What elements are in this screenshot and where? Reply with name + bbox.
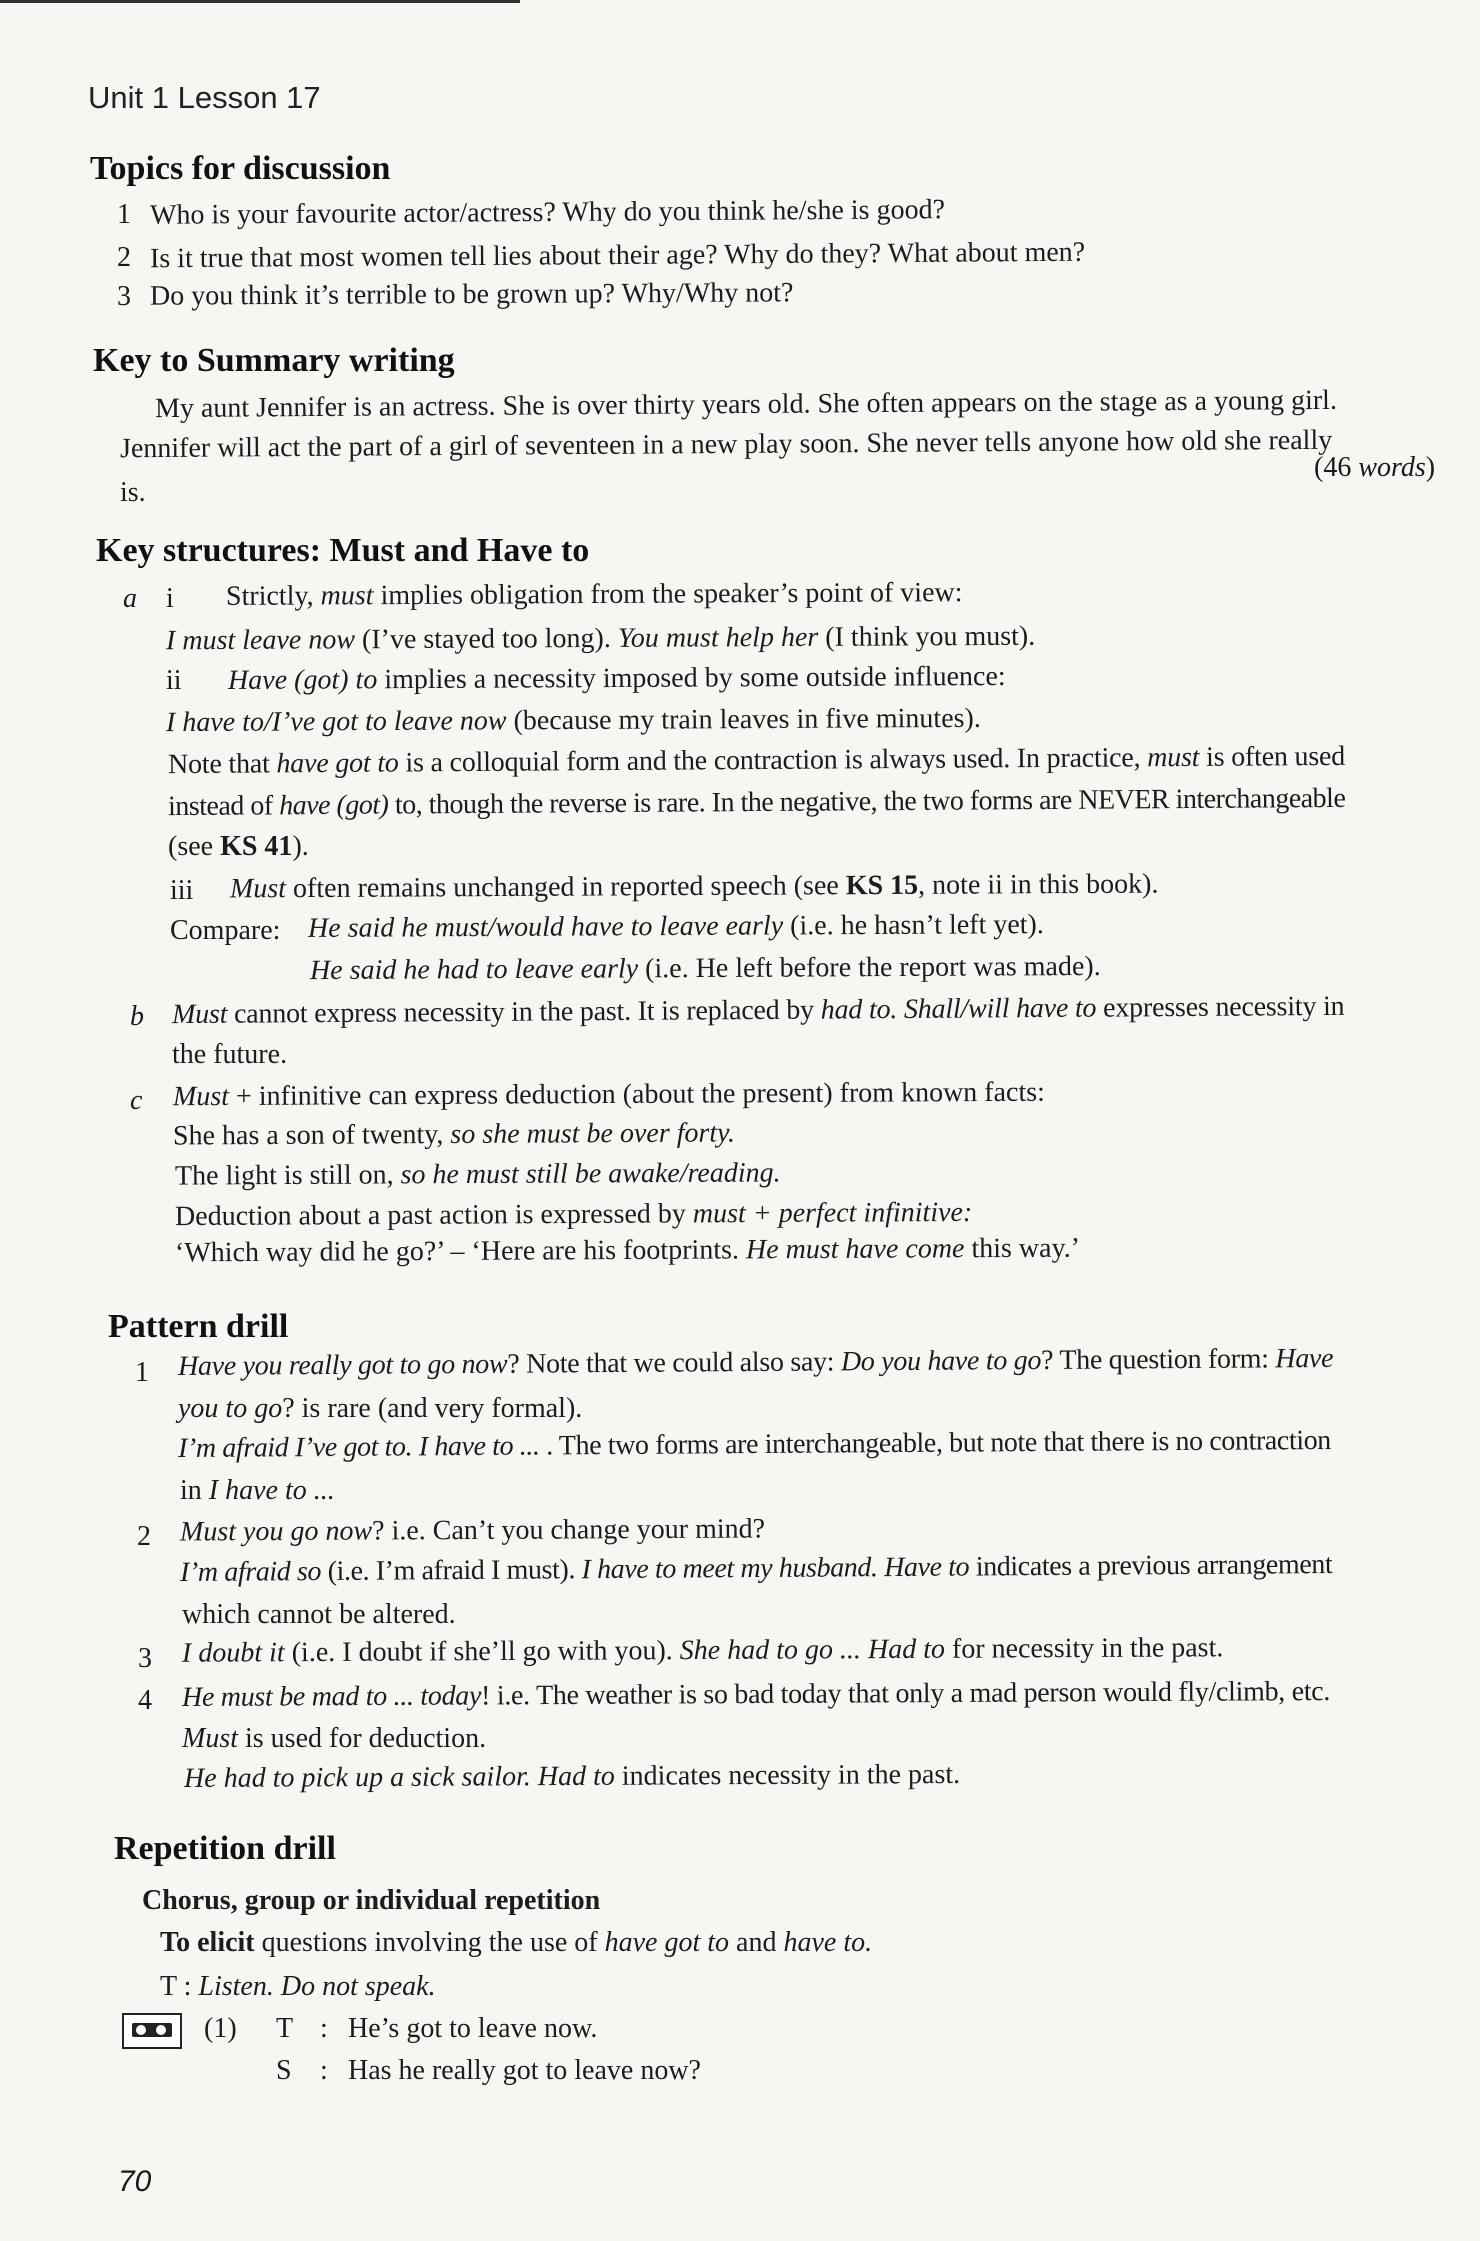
drill-number: 2 bbox=[137, 1521, 151, 1552]
drill-line: He must be mad to ... today! i.e. The weather is so bad today that only a mad person would fly/climb, etc. bbox=[181, 1675, 1331, 1714]
structure-example: ‘Which way did he go?’ – ‘Here are his footprints. He must have come this way.’ bbox=[174, 1232, 1081, 1269]
drill-line: you to go? is rare (and very formal). bbox=[178, 1393, 583, 1424]
drill-number: 3 bbox=[138, 1643, 152, 1674]
point-label-c: c bbox=[130, 1085, 143, 1116]
summary-text-line: My aunt Jennifer is an actress. She is over thirty years old. She often appears on the stage as a young girl. bbox=[154, 384, 1338, 425]
summary-heading: Key to Summary writing bbox=[93, 342, 455, 379]
topics-heading: Topics for discussion bbox=[90, 150, 391, 187]
topic-item: Who is your favourite actor/actress? Why do you think he/she is good? bbox=[149, 194, 946, 231]
repetition-drill-heading: Repetition drill bbox=[114, 1830, 336, 1867]
drill-line: which cannot be altered. bbox=[182, 1599, 456, 1630]
structure-example: I must leave now (I’ve stayed too long). You must help her (I think you must). bbox=[165, 620, 1036, 657]
subpoint-label-i: i bbox=[166, 583, 174, 614]
drill-line: I doubt it (i.e. I doubt if she’ll go with you). She had to go ... Had to for necessity in the past. bbox=[181, 1632, 1224, 1669]
pattern-drill-heading: Pattern drill bbox=[108, 1308, 289, 1345]
structure-note: (see KS 41). bbox=[168, 831, 309, 862]
drill-line: Must is used for deduction. bbox=[182, 1723, 487, 1754]
structure-note: instead of have (got) to, though the reverse is rare. In the negative, the two forms are NEVER interchangeable bbox=[167, 782, 1346, 823]
topic-number: 1 bbox=[117, 199, 131, 230]
point-label-a: a bbox=[123, 583, 137, 614]
structure-note: Note that have got to is a colloquial form and the contraction is always used. In practice, must is often used bbox=[167, 740, 1346, 781]
structures-heading: Key structures: Must and Have to bbox=[96, 532, 590, 569]
subpoint-label-ii: ii bbox=[166, 665, 182, 696]
cassette-icon bbox=[122, 2013, 182, 2049]
structure-line: the future. bbox=[172, 1039, 288, 1070]
point-label-b: b bbox=[130, 1001, 144, 1032]
structure-example: The light is still on, so he must still be awake/reading. bbox=[174, 1157, 781, 1192]
elicit-instruction: To elicit questions involving the use of have got to and have to. bbox=[160, 1927, 873, 1958]
example-line: Has he really got to leave now? bbox=[348, 2055, 701, 2086]
drill-number: 1 bbox=[135, 1357, 149, 1388]
drill-line: in I have to ... bbox=[180, 1475, 335, 1506]
topic-item: Do you think it’s terrible to be grown up? Why/Why not? bbox=[149, 277, 794, 312]
speaker-colon: : bbox=[320, 2013, 328, 2044]
speaker-label: S bbox=[276, 2055, 292, 2086]
compare-example: He said he must/would have to leave early (i.e. he hasn’t left yet). bbox=[307, 909, 1044, 944]
speaker-label: T bbox=[276, 2013, 294, 2044]
summary-text-line: is. bbox=[120, 477, 146, 508]
word-count: (46 words) bbox=[1314, 452, 1436, 483]
structure-line: Must often remains unchanged in reported speech (see KS 15, note ii in this book). bbox=[229, 868, 1159, 905]
compare-label: Compare: bbox=[170, 915, 281, 946]
unit-lesson-header: Unit 1 Lesson 17 bbox=[88, 80, 321, 115]
structure-example: She has a son of twenty, so she must be over forty. bbox=[172, 1117, 736, 1152]
structure-line: Strictly, must implies obligation from the speaker’s point of view: bbox=[225, 577, 963, 612]
teacher-instruction: T : Listen. Do not speak. bbox=[160, 1971, 436, 2002]
structure-line: Have (got) to implies a necessity imposed by some outside influence: bbox=[227, 660, 1006, 697]
speaker-colon: : bbox=[320, 2055, 328, 2086]
structure-line: Must + infinitive can express deduction (about the present) from known facts: bbox=[172, 1076, 1045, 1113]
top-rule bbox=[0, 0, 520, 3]
drill-line: I’m afraid so (i.e. I’m afraid I must). I have to meet my husband. Have to indicates a previous arrangement bbox=[179, 1548, 1333, 1589]
drill-number: 4 bbox=[138, 1685, 152, 1716]
topic-item: Is it true that most women tell lies about their age? Why do they? What about men? bbox=[149, 236, 1086, 275]
page-number: 70 bbox=[118, 2165, 152, 2198]
drill-line: Must you go now? i.e. Can’t you change your mind? bbox=[179, 1513, 766, 1548]
example-number: (1) bbox=[204, 2013, 237, 2044]
drill-line: Have you really got to go now? Note that we could also say: Do you have to go? The question form: Have bbox=[177, 1342, 1334, 1383]
summary-text-line: Jennifer will act the part of a girl of seventeen in a new play soon. She never tells anyone how old she really bbox=[119, 424, 1333, 465]
structure-example: I have to/I’ve got to leave now (because my train leaves in five minutes). bbox=[165, 702, 981, 739]
example-line: He’s got to leave now. bbox=[348, 2013, 598, 2044]
repetition-subheading: Chorus, group or individual repetition bbox=[142, 1885, 601, 1916]
compare-example: He said he had to leave early (i.e. He left before the report was made). bbox=[309, 950, 1101, 987]
topic-number: 3 bbox=[117, 281, 131, 312]
drill-line: I’m afraid I’ve got to. I have to ... . The two forms are interchangeable, but note that there is no contraction bbox=[177, 1424, 1331, 1465]
structure-line: Must cannot express necessity in the past. It is replaced by had to. Shall/will have to expresses necessity in bbox=[171, 990, 1345, 1031]
drill-line: He had to pick up a sick sailor. Had to indicates necessity in the past. bbox=[183, 1758, 961, 1795]
structure-example: Deduction about a past action is expressed by must + perfect infinitive: bbox=[174, 1196, 973, 1233]
subpoint-label-iii: iii bbox=[170, 875, 194, 906]
topic-number: 2 bbox=[117, 242, 131, 273]
